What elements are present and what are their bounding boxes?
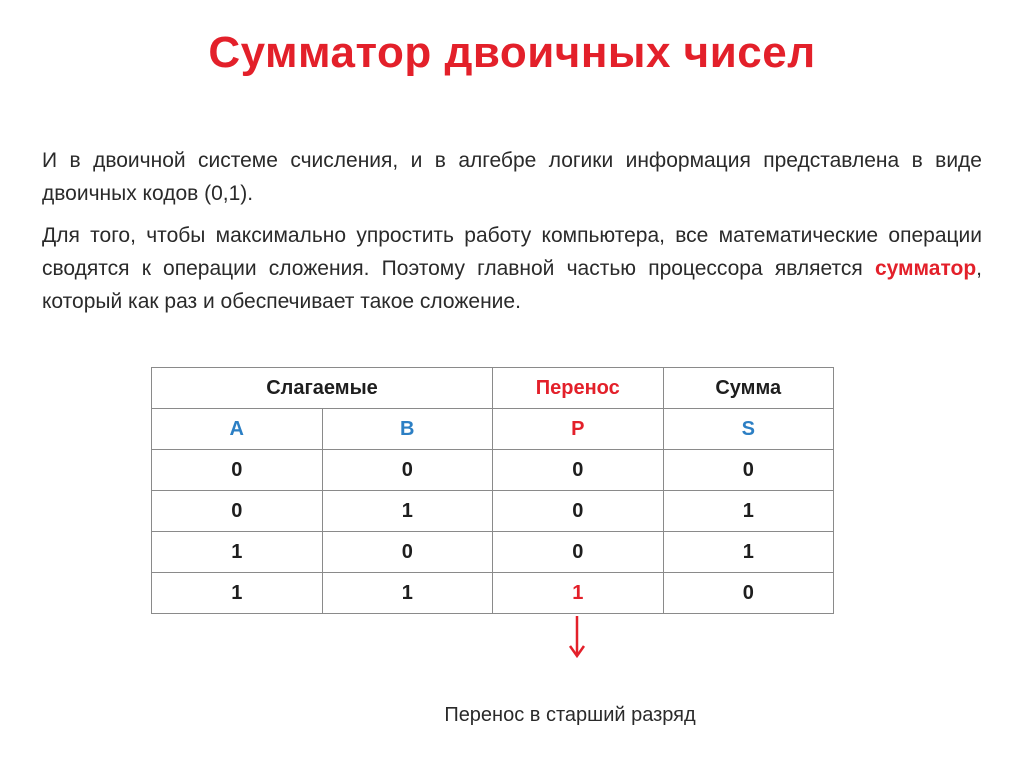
header-carry: Перенос xyxy=(493,368,664,409)
table-row xyxy=(152,491,834,532)
adder-paragraph-text-start: Для того, чтобы максимально упростить работу компьютера, все математические операции сводятся к операции сложения. Поэтому главной частью процессора является xyxy=(42,224,982,280)
cell-a: 1 xyxy=(152,573,323,614)
adder-highlight: сумматор xyxy=(874,257,977,280)
truth-table xyxy=(151,367,834,614)
page-title: Сумматор двоичных чисел xyxy=(208,28,816,77)
cell-b: 0 xyxy=(322,450,493,491)
arrow-down-icon xyxy=(567,616,587,660)
adder-paragraph xyxy=(42,219,982,318)
cell-s: 0 xyxy=(663,573,834,614)
intro-paragraph: И в двоичной системе счисления, и в алгебре логики информация представлена в виде двоичных кодов (0,1). xyxy=(42,149,982,205)
table-row xyxy=(152,450,834,491)
cell-s: 1 xyxy=(663,491,834,532)
cell-s: 0 xyxy=(663,450,834,491)
column-s: S xyxy=(663,409,834,450)
column-header-row xyxy=(152,409,834,450)
cell-b: 1 xyxy=(322,491,493,532)
cell-p: 0 xyxy=(493,532,664,573)
adder-paragraph-text-end: , который как раз и обеспечивает такое сложение. xyxy=(42,257,982,313)
table-row xyxy=(152,573,834,614)
cell-a: 1 xyxy=(152,532,323,573)
cell-p-carry: 1 xyxy=(493,573,664,614)
carry-caption: Перенос в старший разряд xyxy=(444,704,696,726)
header-sum: Сумма xyxy=(663,368,834,409)
cell-a: 0 xyxy=(152,450,323,491)
table-row xyxy=(152,532,834,573)
cell-p: 0 xyxy=(493,450,664,491)
cell-p: 0 xyxy=(493,491,664,532)
column-b: B xyxy=(322,409,493,450)
cell-a: 0 xyxy=(152,491,323,532)
column-p: P xyxy=(493,409,664,450)
column-a: A xyxy=(152,409,323,450)
cell-b: 1 xyxy=(322,573,493,614)
header-addends: Слагаемые xyxy=(152,368,493,409)
cell-s: 1 xyxy=(663,532,834,573)
cell-b: 0 xyxy=(322,532,493,573)
group-header-row xyxy=(152,368,834,409)
